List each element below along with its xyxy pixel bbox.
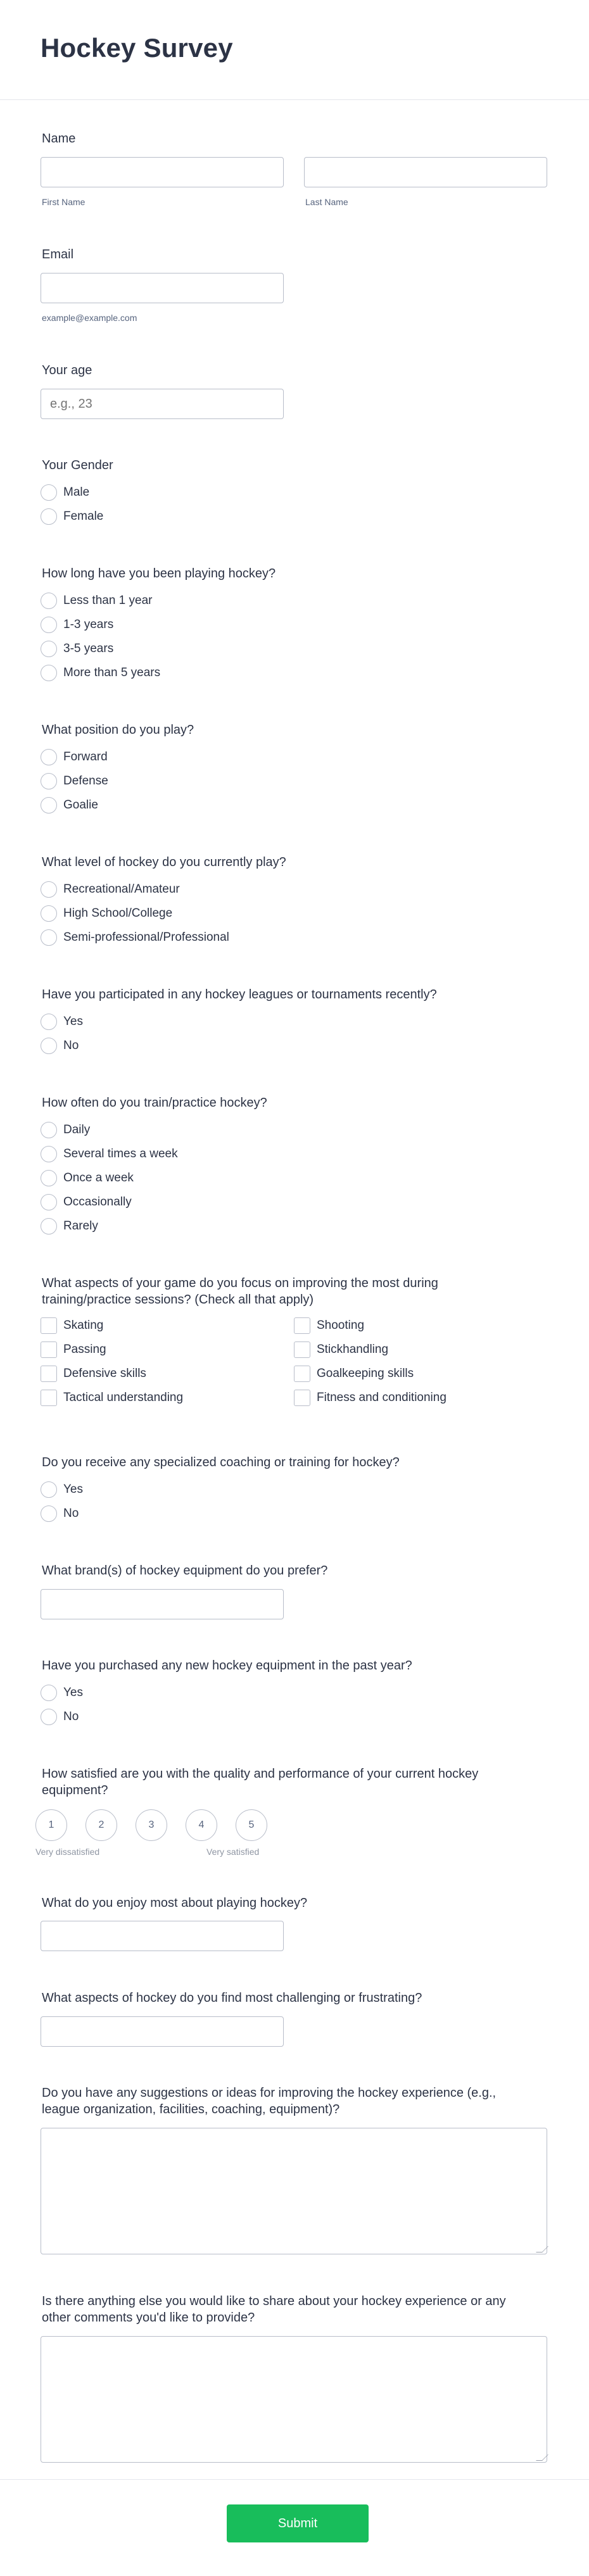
challenging-input[interactable] (41, 2016, 284, 2047)
option-label: Forward (63, 750, 108, 763)
aspect-option-passing[interactable] (41, 1341, 106, 1359)
option-label: No (63, 1039, 79, 1052)
radio-button[interactable] (41, 617, 57, 633)
position-option-forward[interactable] (41, 748, 108, 766)
brand-input[interactable] (41, 1589, 284, 1619)
option-label: Several times a week (63, 1147, 178, 1160)
aspects-label-line1: What aspects of your game do you focus on improving the most during (42, 1276, 438, 1290)
radio-button[interactable] (41, 593, 57, 609)
radio-button[interactable] (41, 797, 57, 814)
radio-button[interactable] (41, 508, 57, 525)
first-name-input[interactable] (41, 157, 284, 187)
submit-button[interactable]: Submit (227, 2504, 369, 2542)
years-playing-label: How long have you been playing hockey? (42, 567, 276, 581)
option-label: 3-5 years (63, 642, 114, 655)
gender-label: Your Gender (42, 458, 113, 472)
option-label: Fitness and conditioning (317, 1391, 446, 1404)
coaching-option-no[interactable] (41, 1505, 79, 1523)
radio-button[interactable] (41, 1709, 57, 1725)
level-option-semi-pro[interactable] (41, 929, 229, 946)
train-option-weekly[interactable] (41, 1169, 134, 1187)
scale-max-label: Very satisfied (206, 1847, 260, 1857)
option-label: Goalkeeping skills (317, 1367, 414, 1380)
radio-button[interactable] (41, 1122, 57, 1138)
years-option-less-than-1[interactable] (41, 592, 152, 610)
other-textarea-wrapper (41, 2336, 547, 2463)
radio-button[interactable] (41, 905, 57, 922)
option-label: High School/College (63, 907, 173, 920)
level-option-recreational[interactable] (41, 881, 180, 898)
option-label: Passing (63, 1343, 106, 1356)
aspects-label-line2: training/practice sessions? (Check all that apply) (42, 1293, 314, 1307)
purchased-option-no[interactable] (41, 1708, 79, 1726)
checkbox[interactable] (41, 1341, 57, 1358)
coaching-label: Do you receive any specialized coaching or training for hockey? (42, 1455, 400, 1469)
option-label: Defensive skills (63, 1367, 146, 1380)
years-option-1-3[interactable] (41, 616, 113, 634)
scale-option-1[interactable]: 1 (35, 1809, 67, 1841)
aspect-option-shooting[interactable] (294, 1317, 364, 1335)
option-label: Occasionally (63, 1195, 132, 1209)
train-option-several[interactable] (41, 1145, 178, 1163)
option-label: Recreational/Amateur (63, 883, 180, 896)
checkbox[interactable] (294, 1341, 310, 1358)
aspect-option-fitness[interactable] (294, 1389, 446, 1407)
leagues-label: Have you participated in any hockey leagues or tournaments recently? (42, 988, 437, 1002)
scale-option-3[interactable]: 3 (136, 1809, 167, 1841)
suggestions-label-line2: league organization, facilities, coaching, equipment)? (42, 2102, 340, 2116)
option-label: Daily (63, 1123, 91, 1136)
train-frequency-label: How often do you train/practice hockey? (42, 1096, 267, 1110)
radio-button[interactable] (41, 1194, 57, 1210)
checkbox[interactable] (41, 1317, 57, 1334)
coaching-option-yes[interactable] (41, 1481, 83, 1498)
option-label: Less than 1 year (63, 594, 153, 607)
aspect-option-skating[interactable] (41, 1317, 103, 1335)
aspect-option-stickhandling[interactable] (294, 1341, 388, 1359)
radio-button[interactable] (41, 1014, 57, 1030)
option-label: Rarely (63, 1219, 98, 1233)
option-label: Tactical understanding (63, 1391, 184, 1404)
option-label: Semi-professional/Professional (63, 931, 229, 944)
scale-min-label: Very dissatisfied (35, 1847, 100, 1857)
scale-option-5[interactable]: 5 (236, 1809, 267, 1841)
leagues-option-no[interactable] (41, 1037, 79, 1055)
enjoy-label: What do you enjoy most about playing hockey? (42, 1896, 308, 1910)
scale-option-4[interactable]: 4 (186, 1809, 217, 1841)
option-label: More than 5 years (63, 666, 161, 679)
checkbox[interactable] (294, 1390, 310, 1406)
gender-option-male[interactable] (41, 484, 89, 501)
scale-option-2[interactable]: 2 (86, 1809, 117, 1841)
suggestions-textarea[interactable] (41, 2128, 547, 2254)
radio-button[interactable] (41, 749, 57, 765)
radio-button[interactable] (41, 1170, 57, 1186)
option-label: Skating (63, 1319, 104, 1332)
brand-label: What brand(s) of hockey equipment do you prefer? (42, 1564, 328, 1578)
position-option-goalie[interactable] (41, 796, 98, 814)
other-label-line1: Is there anything else you would like to share about your hockey experience or any (42, 2294, 506, 2308)
name-label: Name (42, 132, 76, 146)
suggestions-label (42, 2085, 548, 2118)
radio-button[interactable] (41, 881, 57, 898)
option-label: Yes (63, 1015, 83, 1028)
train-option-rarely[interactable] (41, 1217, 98, 1235)
radio-button[interactable] (41, 1146, 57, 1162)
checkbox[interactable] (294, 1366, 310, 1382)
email-sublabel: example@example.com (42, 313, 137, 323)
radio-button[interactable] (41, 1685, 57, 1701)
option-label: Goalie (63, 798, 98, 812)
aspect-option-tactical[interactable] (41, 1389, 183, 1407)
checkbox[interactable] (41, 1390, 57, 1406)
last-name-input[interactable] (304, 157, 547, 187)
train-option-occasionally[interactable] (41, 1193, 132, 1211)
other-label (42, 2293, 548, 2326)
other-textarea[interactable] (41, 2336, 547, 2463)
radio-button[interactable] (41, 773, 57, 789)
last-name-sublabel: Last Name (305, 197, 348, 207)
option-label: Stickhandling (317, 1343, 389, 1356)
option-label: Female (63, 510, 104, 523)
train-option-daily[interactable] (41, 1121, 90, 1139)
option-label: Once a week (63, 1171, 134, 1184)
option-label: Yes (63, 1483, 83, 1496)
email-label: Email (42, 248, 74, 261)
option-label: No (63, 1507, 79, 1520)
option-label: Defense (63, 774, 108, 788)
years-option-more-than-5[interactable] (41, 664, 160, 682)
years-option-3-5[interactable] (41, 640, 113, 658)
gender-option-female[interactable] (41, 508, 103, 525)
option-label: Male (63, 486, 90, 499)
position-option-defense[interactable] (41, 772, 108, 790)
form-header (0, 0, 589, 100)
satisfaction-label (42, 1766, 548, 1799)
other-label-line2: other comments you'd like to provide? (42, 2311, 255, 2325)
level-label: What level of hockey do you currently play? (42, 855, 286, 869)
radio-button[interactable] (41, 1038, 57, 1054)
challenging-label: What aspects of hockey do you find most challenging or frustrating? (42, 1991, 422, 2005)
checkbox[interactable] (41, 1366, 57, 1382)
first-name-sublabel: First Name (42, 197, 86, 207)
suggestions-textarea-wrapper (41, 2128, 547, 2254)
age-label: Your age (42, 363, 92, 377)
purchased-label: Have you purchased any new hockey equipment in the past year? (42, 1659, 412, 1673)
option-label: Yes (63, 1686, 83, 1699)
age-input[interactable] (41, 389, 284, 419)
radio-button[interactable] (41, 929, 57, 946)
option-label: Shooting (317, 1319, 365, 1332)
radio-button[interactable] (41, 641, 57, 657)
radio-button[interactable] (41, 1218, 57, 1235)
satisfaction-label-line2: equipment? (42, 1783, 108, 1797)
position-label: What position do you play? (42, 723, 194, 737)
enjoy-input[interactable] (41, 1921, 284, 1951)
radio-button[interactable] (41, 1505, 57, 1522)
option-label: 1-3 years (63, 618, 114, 631)
suggestions-label-line1: Do you have any suggestions or ideas for improving the hockey experience (e.g., (42, 2086, 497, 2100)
leagues-option-yes[interactable] (41, 1013, 83, 1031)
aspect-option-goalkeeping[interactable] (294, 1365, 414, 1383)
satisfaction-label-line1: How satisfied are you with the quality and performance of your current hockey (42, 1767, 479, 1781)
form-title: Hockey Survey (41, 33, 233, 63)
radio-button[interactable] (41, 665, 57, 681)
email-input[interactable] (41, 273, 284, 303)
checkbox[interactable] (294, 1317, 310, 1334)
radio-button[interactable] (41, 484, 57, 501)
aspect-option-defensive[interactable] (41, 1365, 146, 1383)
option-label: No (63, 1710, 79, 1723)
level-option-high-school[interactable] (41, 905, 172, 922)
purchased-option-yes[interactable] (41, 1684, 83, 1702)
radio-button[interactable] (41, 1481, 57, 1498)
aspects-label (42, 1275, 548, 1308)
